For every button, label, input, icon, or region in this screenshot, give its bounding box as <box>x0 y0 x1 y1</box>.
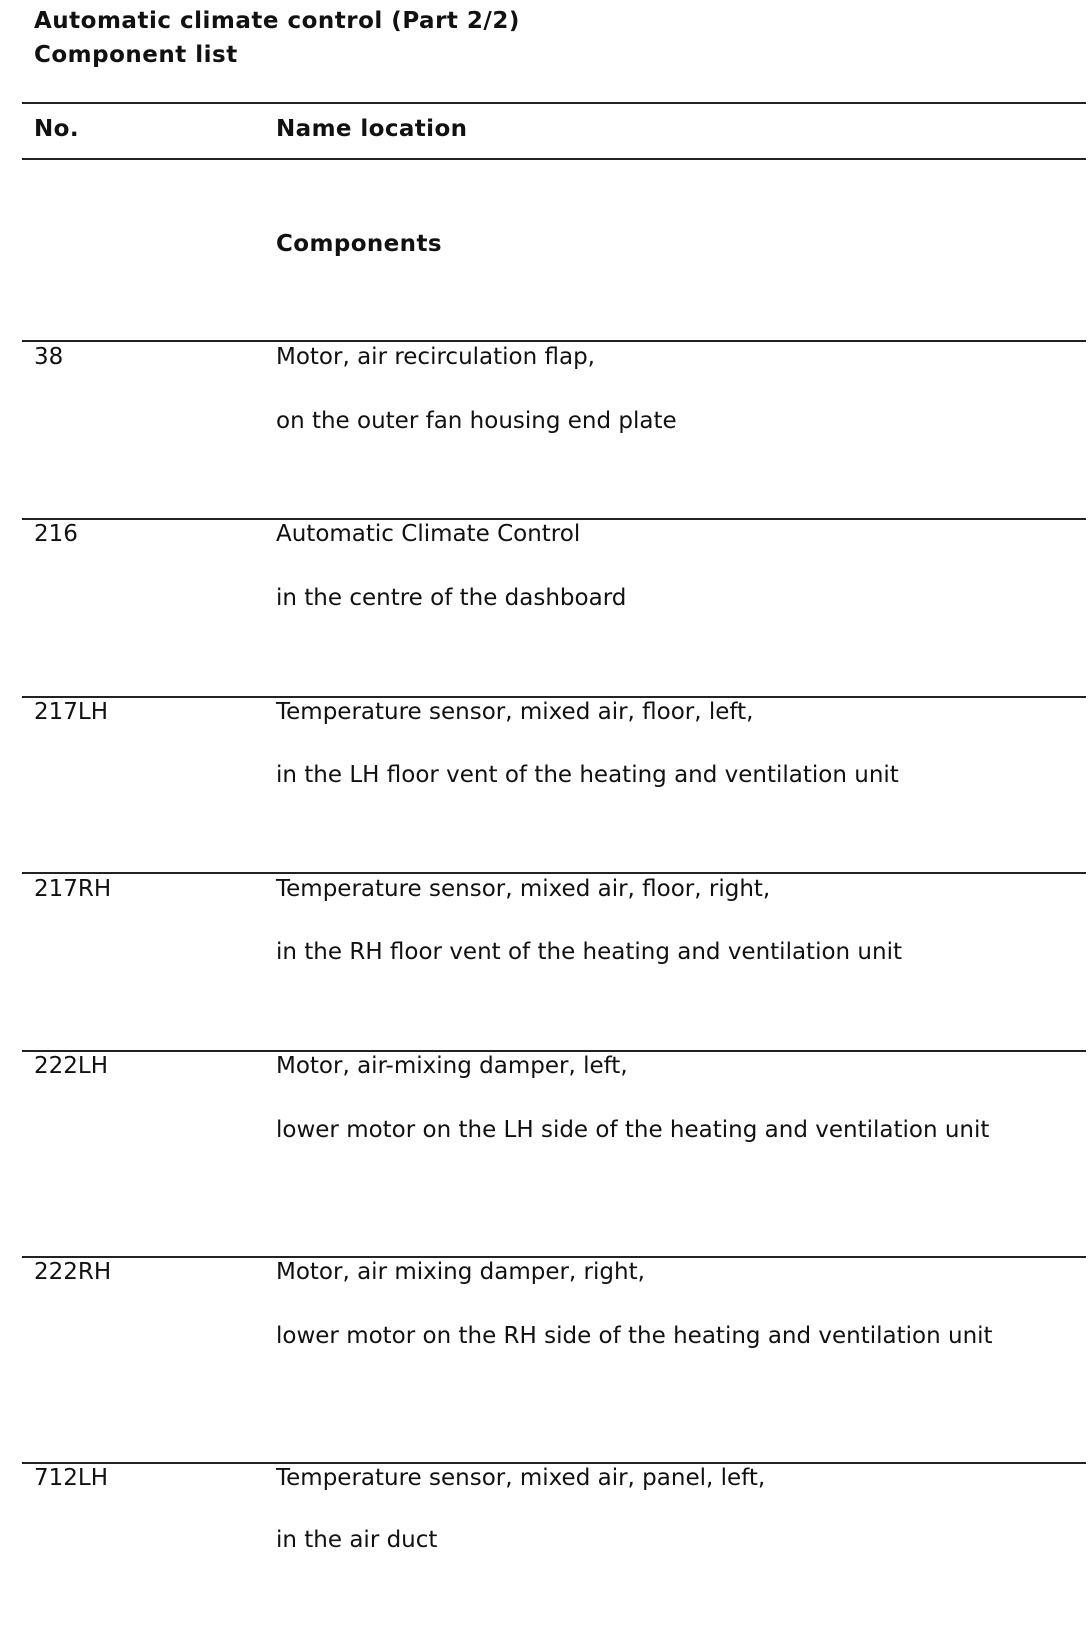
row-divider <box>22 1462 1086 1464</box>
column-header-no: No. <box>34 116 79 142</box>
row-location: lower motor on the RH side of the heating and ventilation unit <box>276 1323 993 1349</box>
row-name: Temperature sensor, mixed air, panel, left, <box>276 1465 766 1491</box>
row-location: in the air duct <box>276 1527 438 1553</box>
row-name: Motor, air recirculation flap, <box>276 344 595 370</box>
page-subtitle: Component list <box>34 42 238 68</box>
header-rule <box>22 158 1086 160</box>
row-name: Motor, air-mixing damper, left, <box>276 1053 628 1079</box>
row-location: in the centre of the dashboard <box>276 585 627 611</box>
column-header-name: Name location <box>276 116 468 142</box>
row-divider <box>22 1050 1086 1052</box>
row-number: 222RH <box>34 1259 112 1285</box>
row-location: lower motor on the LH side of the heating and ventilation unit <box>276 1117 990 1143</box>
row-divider <box>22 340 1086 342</box>
row-number: 712LH <box>34 1465 109 1491</box>
row-divider <box>22 872 1086 874</box>
section-heading: Components <box>276 231 442 257</box>
row-number: 217LH <box>34 699 109 725</box>
row-name: Temperature sensor, mixed air, floor, left, <box>276 699 754 725</box>
row-name: Automatic Climate Control <box>276 521 581 547</box>
row-location: in the LH floor vent of the heating and ventilation unit <box>276 762 899 788</box>
row-name: Motor, air mixing damper, right, <box>276 1259 645 1285</box>
row-name: Temperature sensor, mixed air, floor, right, <box>276 876 771 902</box>
table-top-rule <box>22 102 1086 104</box>
row-location: in the RH floor vent of the heating and ventilation unit <box>276 939 902 965</box>
row-number: 217RH <box>34 876 112 902</box>
row-number: 222LH <box>34 1053 109 1079</box>
row-divider <box>22 696 1086 698</box>
page-title: Automatic climate control (Part 2/2) <box>34 8 520 34</box>
row-divider <box>22 1256 1086 1258</box>
row-number: 38 <box>34 344 64 370</box>
row-divider <box>22 518 1086 520</box>
row-location: on the outer fan housing end plate <box>276 408 677 434</box>
row-number: 216 <box>34 521 78 547</box>
